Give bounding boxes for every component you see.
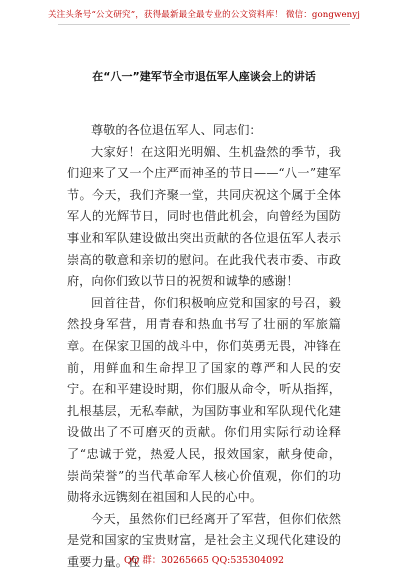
footer-contact-text: QQ 群：30265665 QQ:535304092 xyxy=(123,555,284,566)
body-paragraph: 大家好！在这阳光明媚、生机盎然的季节，我们迎来了又一个庄严而神圣的节日——“八一”建军节。今天，我们齐聚一堂，共同庆祝这个属于全体军人的光辉节日，同时也借此机会，向曾经为国防事业和军队建设做出突出贡献的各位退伍军人表示崇高的敬意和亲切的慰问。在此我代表市委、市政府，向你们致以节日的祝贺和诚挚的感谢！ xyxy=(67,144,341,289)
document-title: 在“八一”建军节全市退伍军人座谈会上的讲话 xyxy=(92,70,316,83)
body-paragraph: 今天，虽然你们已经离开了军营，但你们依然是党和国家的宝贵财富，是社会主义现代化建设的重要力量。在 xyxy=(67,511,341,569)
document-body xyxy=(67,120,341,573)
body-paragraph: 回首往昔，你们积极响应党和国家的号召，毅然投身军营，用青春和热血书写了壮丽的军旅篇章。在保家卫国的战斗中，你们英勇无畏，冲锋在前，用鲜血和生命捍卫了国家的尊严和人民的安宁。在和平建设时期，你们服从命令，听从指挥，扎根基层，无私奉献，为国防事业和军队现代化建设做出了不可磨灭的贡献。你们用实际行动诠释了“忠诚于党，热爱人民，报效国家，献身使命，崇尚荣誉”的当代革命军人核心价值观，你们的功勋将永远镌刻在祖国和人民的心中。 xyxy=(67,295,341,505)
salutation: 尊敬的各位退伍军人、同志们： xyxy=(91,123,262,137)
header-promo-text: 关注头条号“公文研究”，获得最新最全最专业的公文资料库！ 微信：gongwenyj xyxy=(47,10,361,20)
header-divider xyxy=(58,24,350,25)
